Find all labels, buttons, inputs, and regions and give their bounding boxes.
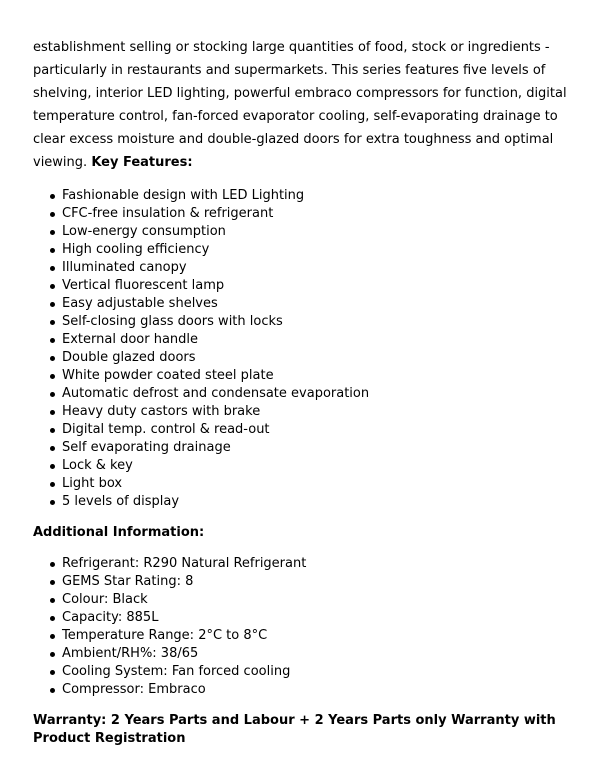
list-item: Colour: Black [33, 591, 567, 609]
list-item: CFC-free insulation & refrigerant [33, 205, 567, 223]
list-item: High cooling efficiency [33, 241, 567, 259]
key-features-list [33, 187, 567, 511]
additional-info-heading: Additional Information: [33, 525, 205, 540]
list-item: Vertical fluorescent lamp [33, 277, 567, 295]
list-item: White powder coated steel plate [33, 367, 567, 385]
list-item: Double glazed doors [33, 349, 567, 367]
list-item: Temperature Range: 2°C to 8°C [33, 627, 567, 645]
intro-paragraph [33, 36, 567, 174]
list-item: Ambient/RH%: 38/65 [33, 645, 567, 663]
list-item: Cooling System: Fan forced cooling [33, 663, 567, 681]
list-item: 5 levels of display [33, 493, 567, 511]
list-item: External door handle [33, 331, 567, 349]
list-item: Light box [33, 475, 567, 493]
list-item: Illuminated canopy [33, 259, 567, 277]
warranty-text: Warranty: 2 Years Parts and Labour + 2 Years Parts only Warranty with Product Registration [33, 713, 556, 746]
additional-info-list [33, 555, 567, 699]
list-item: Automatic defrost and condensate evaporation [33, 385, 567, 403]
list-item: Lock & key [33, 457, 567, 475]
list-item: Self-closing glass doors with locks [33, 313, 567, 331]
list-item: Fashionable design with LED Lighting [33, 187, 567, 205]
list-item: Capacity: 885L [33, 609, 567, 627]
intro-text: establishment selling or stocking large quantities of food, stock or ingredients - particularly in restaurants and supermarkets. This series features five levels of shelving, interior LED lighting, powerful embraco compressors for function, digital temperature control, fan-forced evaporator cooling, self-evaporating drainage to clear excess moisture and double-glazed doors for extra toughness and optimal viewing. [33, 40, 567, 170]
list-item: Easy adjustable shelves [33, 295, 567, 313]
list-item: Digital temp. control & read-out [33, 421, 567, 439]
list-item: Low-energy consumption [33, 223, 567, 241]
list-item: GEMS Star Rating: 8 [33, 573, 567, 591]
list-item: Self evaporating drainage [33, 439, 567, 457]
list-item: Compressor: Embraco [33, 681, 567, 699]
key-features-label: Key Features: [91, 155, 193, 170]
list-item: Refrigerant: R290 Natural Refrigerant [33, 555, 567, 573]
list-item: Heavy duty castors with brake [33, 403, 567, 421]
